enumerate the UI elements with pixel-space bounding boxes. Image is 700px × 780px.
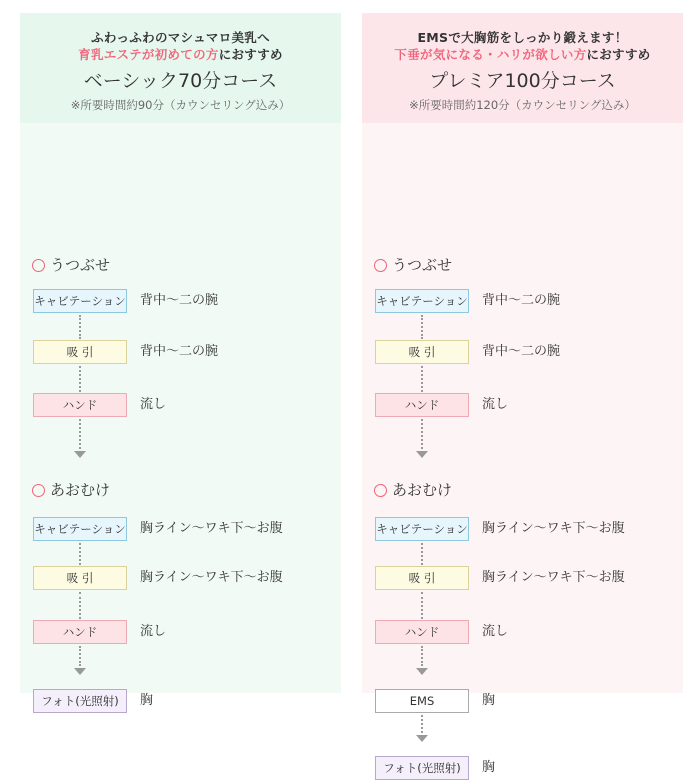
arrow-down-icon [416, 451, 428, 458]
step-desc: 胸ライン〜ワキ下〜お腹 [482, 521, 625, 536]
section-title-prone: うつぶせ [32, 255, 110, 275]
step-photo: フォト(光照射) [33, 689, 127, 713]
circle-bullet-icon [32, 484, 45, 497]
basic-course-card [20, 13, 341, 708]
circle-bullet-icon [374, 259, 387, 272]
step-suction: 吸 引 [33, 566, 127, 590]
step-desc: 流し [482, 397, 509, 412]
step-hand: ハンド [375, 393, 469, 417]
arrow-down-icon [74, 451, 86, 458]
step-suction: 吸 引 [375, 340, 469, 364]
basic-course-flow [20, 123, 341, 708]
step-cavitation: キャビテーション [375, 289, 469, 313]
step-desc: 背中〜二の腕 [140, 293, 219, 308]
course-target-suffix: におすすめ [218, 47, 283, 62]
flow-connector [79, 543, 81, 565]
step-desc: 背中〜二の腕 [482, 344, 561, 359]
step-desc: 流し [482, 624, 509, 639]
section-title-prone: うつぶせ [374, 255, 452, 275]
flow-connector [79, 592, 81, 619]
course-intro: EMSで大胸筋をしっかり鍛えます！ [417, 30, 628, 45]
arrow-down-icon [74, 668, 86, 675]
step-desc: 胸 [482, 760, 496, 775]
step-suction: 吸 引 [375, 566, 469, 590]
course-target [362, 46, 683, 63]
flow-connector [421, 366, 423, 392]
step-desc: 胸 [482, 693, 496, 708]
flow-connector [79, 646, 81, 666]
step-hand: ハンド [375, 620, 469, 644]
step-suction: 吸 引 [33, 340, 127, 364]
step-hand: ハンド [33, 620, 127, 644]
course-duration-note: ※所要時間約90分（カウンセリング込み） [70, 98, 291, 112]
step-photo: フォト(光照射) [375, 756, 469, 780]
step-desc: 胸ライン〜ワキ下〜お腹 [140, 570, 283, 585]
flow-connector [421, 315, 423, 339]
premium-course-card [362, 13, 683, 775]
section-title-supine: あおむけ [374, 480, 452, 500]
step-desc: 背中〜二の腕 [140, 344, 219, 359]
step-desc: 流し [140, 397, 167, 412]
step-desc: 背中〜二の腕 [482, 293, 561, 308]
step-ems: EMS [375, 689, 469, 713]
step-desc: 胸 [140, 693, 154, 708]
step-hand: ハンド [33, 393, 127, 417]
step-cavitation: キャビテーション [33, 517, 127, 541]
course-name: ベーシック70分コース [83, 70, 278, 92]
flow-connector [79, 366, 81, 392]
flow-connector [421, 646, 423, 666]
flow-connector [421, 543, 423, 565]
section-title-supine: あおむけ [32, 480, 110, 500]
step-cavitation: キャビテーション [375, 517, 469, 541]
flow-connector [421, 419, 423, 449]
course-duration-note: ※所要時間約120分（カウンセリング込み） [409, 98, 636, 112]
circle-bullet-icon [32, 259, 45, 272]
course-name: プレミア100分コース [429, 70, 616, 92]
arrow-down-icon [416, 735, 428, 742]
flow-connector [79, 315, 81, 339]
course-target [20, 46, 341, 63]
step-cavitation: キャビテーション [33, 289, 127, 313]
flow-connector [421, 592, 423, 619]
step-desc: 胸ライン〜ワキ下〜お腹 [482, 570, 625, 585]
course-target-highlight: 育乳エステが初めての方 [78, 47, 219, 62]
circle-bullet-icon [374, 484, 387, 497]
course-target-highlight: 下垂が気になる・ハリが欲しい方 [394, 47, 587, 62]
course-intro: ふわっふわのマシュマロ美乳へ [91, 30, 270, 45]
flow-connector [79, 419, 81, 449]
course-target-suffix: におすすめ [586, 47, 651, 62]
arrow-down-icon [416, 668, 428, 675]
premium-course-header [362, 13, 683, 123]
basic-course-header [20, 13, 341, 123]
step-desc: 胸ライン〜ワキ下〜お腹 [140, 521, 283, 536]
flow-connector [421, 715, 423, 733]
premium-course-flow [362, 123, 683, 775]
step-desc: 流し [140, 624, 167, 639]
